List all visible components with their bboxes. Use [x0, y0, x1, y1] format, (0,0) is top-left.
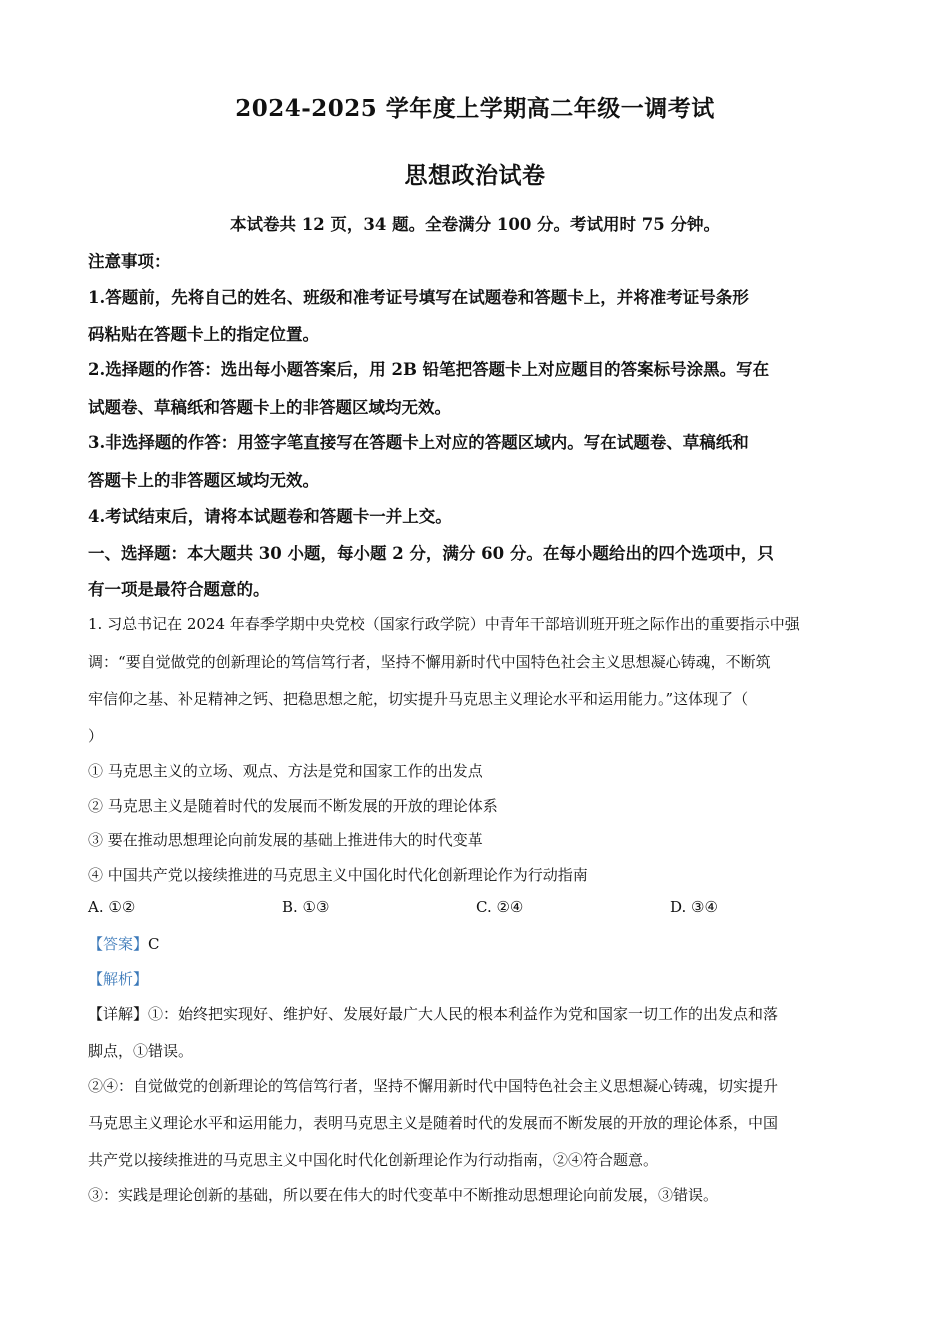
analysis-label: 【解析】 [88, 970, 149, 988]
answer-row [88, 933, 878, 954]
statement-item: ④ 中国共产党以接续推进的马克思主义中国化时代化创新理论作为行动指南 [88, 866, 588, 884]
statement-item: ① 马克思主义的立场、观点、方法是党和国家工作的出发点 [88, 762, 483, 780]
notice-line: 2.选择题的作答：选出每小题答案后，用 2B 铅笔把答题卡上对应题目的答案标号涂黑。写在 [88, 360, 770, 379]
section-heading: 一、选择题：本大题共 30 小题，每小题 2 分，满分 60 分。在每小题给出的四个选项中，只 [88, 544, 774, 563]
question-stem: ） [88, 727, 104, 745]
analysis-line: 脚点，①错误。 [88, 1042, 194, 1060]
question-stem: 1. 习总书记在 2024 年春季学期中央党校（国家行政学院）中青年干部培训班开班之际作出的重要指示中强 [88, 615, 800, 633]
option-b: B. ①③ [282, 898, 330, 916]
answer-label: 【答案】 [88, 935, 149, 953]
notice-line: 1.答题前，先将自己的姓名、班级和准考证号填写在试题卷和答题卡上，并将准考证号条形 [88, 288, 749, 307]
section-heading-cont: 有一项是最符合题意的。 [88, 580, 270, 599]
exam-title: 2024-2025 学年度上学期高二年级一调考试 [235, 95, 715, 122]
option-d: D. ③④ [670, 898, 718, 916]
option-a: A. ①② [88, 898, 136, 916]
exam-summary: 本试卷共 12 页，34 题。全卷满分 100 分。考试用时 75 分钟。 [229, 215, 721, 234]
notice-line: 答题卡上的非答题区域均无效。 [88, 471, 319, 490]
option-c: C. ②④ [476, 898, 524, 916]
analysis-line: ③：实践是理论创新的基础，所以要在伟大的时代变革中不断推动思想理论向前发展，③错误。 [88, 1186, 719, 1204]
notice-line: 试题卷、草稿纸和答题卡上的非答题区域均无效。 [88, 398, 451, 417]
subject-title: 思想政治试卷 [404, 162, 546, 189]
analysis-line: ②④：自觉做党的创新理论的笃信笃行者，坚持不懈用新时代中国特色社会主义思想凝心铸魂，切实提升 [88, 1077, 779, 1095]
notice-line: 码粘贴在答题卡上的指定位置。 [88, 325, 319, 344]
statement-item: ③ 要在推动思想理论向前发展的基础上推进伟大的时代变革 [88, 831, 483, 849]
notice-line: 3.非选择题的作答：用签字笔直接写在答题卡上对应的答题区域内。写在试题卷、草稿纸和 [88, 433, 749, 452]
statement-item: ② 马克思主义是随着时代的发展而不断发展的开放的理论体系 [88, 797, 498, 815]
analysis-line: 共产党以接续推进的马克思主义中国化时代化创新理论作为行动指南，②④符合题意。 [88, 1151, 659, 1169]
notice-line: 4.考试结束后，请将本试题卷和答题卡一并上交。 [88, 507, 452, 526]
question-stem: 牢信仰之基、补足精神之钙、把稳思想之舵，切实提升马克思主义理论水平和运用能力。”这体现了（ [88, 690, 749, 708]
analysis-line: 【详解】①：始终把实现好、维护好、发展好最广大人民的根本利益作为党和国家一切工作的出发点和落 [88, 1005, 779, 1023]
question-stem: 调：“要自觉做党的创新理论的笃信笃行者，坚持不懈用新时代中国特色社会主义思想凝心铸魂，不断筑 [88, 653, 771, 671]
notice-heading: 注意事项： [88, 252, 171, 271]
answer-value: C [148, 935, 160, 953]
analysis-line: 马克思主义理论水平和运用能力，表明马克思主义是随着时代的发展而不断发展的开放的理论体系，中国 [88, 1114, 779, 1132]
